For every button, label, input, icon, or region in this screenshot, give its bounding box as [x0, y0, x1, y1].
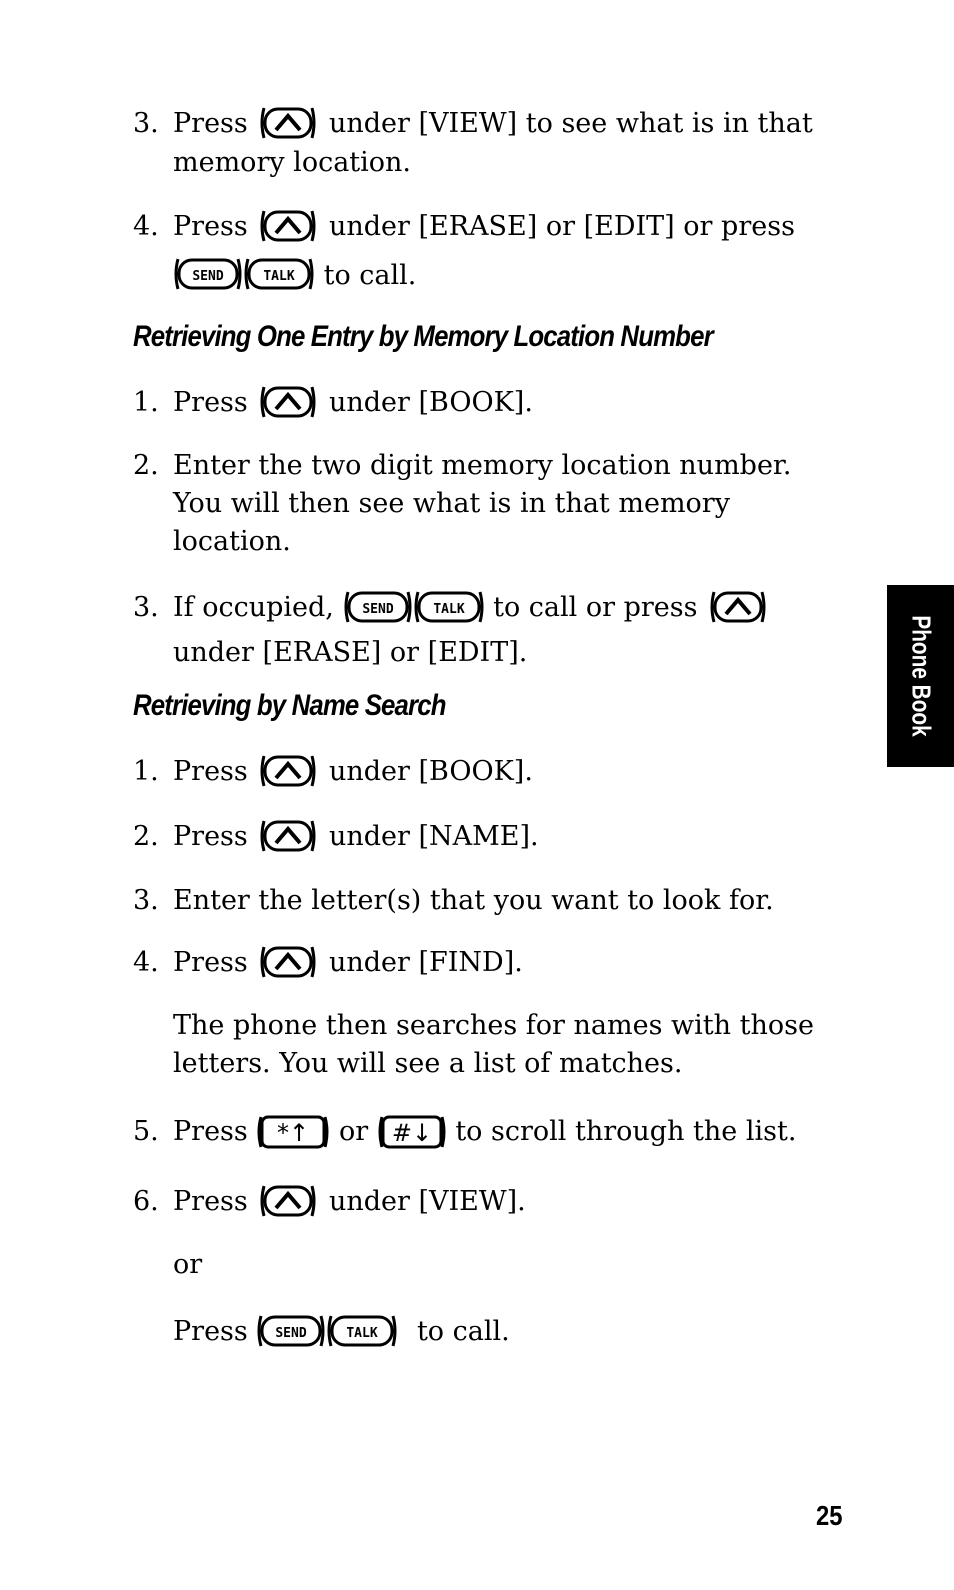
- step-text: [173, 589, 833, 672]
- step-text-post: under [VIEW] to see what is in that memory location.: [173, 108, 813, 178]
- softkey-up-icon: [256, 1182, 320, 1220]
- softkey-up-icon: [256, 943, 320, 981]
- step-text-mid: or: [338, 1116, 369, 1147]
- step-number: 2.: [133, 450, 159, 481]
- step-text-pre: Press: [173, 387, 248, 418]
- section-heading: Retrieving by Name Search: [133, 689, 446, 722]
- step-number: 3.: [133, 108, 159, 139]
- send-key-icon: [343, 588, 413, 626]
- softkey-up-icon: [256, 817, 320, 855]
- step-text: [173, 105, 833, 182]
- svg-text:SEND: SEND: [192, 269, 224, 284]
- step-text-post2: to call.: [323, 259, 417, 291]
- step-number: 6.: [133, 1186, 159, 1217]
- star-up-key-icon: [256, 1112, 330, 1150]
- step-number: 5.: [133, 1116, 159, 1147]
- step-number: 1.: [133, 387, 159, 418]
- step-text-post: under [BOOK].: [328, 756, 533, 787]
- step-text-pre: Press: [173, 108, 248, 139]
- step-text: [173, 944, 833, 983]
- send-key-icon: [173, 255, 243, 293]
- step-text-pre: Press: [173, 947, 248, 978]
- section-heading: Retrieving One Entry by Memory Location Number: [133, 320, 713, 353]
- svg-text:*↑: *↑: [277, 1118, 310, 1147]
- svg-text:#↓: #↓: [391, 1118, 432, 1147]
- step-text-post: under [ERASE] or [EDIT] or press: [328, 211, 795, 242]
- svg-text:TALK: TALK: [263, 269, 295, 284]
- step-text-pre: Press: [173, 1316, 248, 1347]
- step-text-pre: Press: [173, 1116, 248, 1147]
- step-text: [173, 384, 833, 423]
- send-key-icon: [256, 1312, 326, 1350]
- step-text-post: under [NAME].: [328, 821, 539, 852]
- step-text-pre: Press: [173, 1186, 248, 1217]
- step-number: 3.: [133, 885, 159, 916]
- step-number: 4.: [133, 211, 159, 242]
- step-text: [173, 1183, 833, 1222]
- svg-text:TALK: TALK: [432, 601, 465, 617]
- side-tab-label: Phone Book: [906, 615, 936, 737]
- talk-key-icon: [243, 255, 315, 293]
- pound-down-key-icon: [377, 1112, 447, 1150]
- step-text-pre: If occupied,: [173, 592, 334, 623]
- step-text: [173, 753, 833, 792]
- step-number: 2.: [133, 821, 159, 852]
- step-text-post: to scroll through the list.: [455, 1116, 797, 1147]
- or-text: or: [173, 1249, 203, 1280]
- step-text: [173, 208, 833, 295]
- softkey-up-icon: [256, 104, 320, 142]
- talk-key-icon: [326, 1312, 398, 1350]
- softkey-up-icon: [706, 588, 770, 626]
- talk-key-icon: [413, 588, 485, 626]
- svg-text:SEND: SEND: [275, 1325, 308, 1341]
- page-number: 25: [816, 1500, 843, 1531]
- svg-text:TALK: TALK: [346, 1325, 379, 1341]
- side-tab: [887, 585, 954, 767]
- step-number: 4.: [133, 947, 159, 978]
- softkey-up-icon: [256, 383, 320, 421]
- svg-text:SEND: SEND: [361, 601, 394, 617]
- step-text-post: under [FIND].: [328, 947, 523, 978]
- press-to-call: [173, 1313, 833, 1352]
- step-text-pre: Press: [173, 211, 248, 242]
- step-text: Enter the two digit memory location number. You will then see what is in that memory location.: [173, 450, 792, 557]
- step-text-post: to call.: [416, 1316, 510, 1347]
- step-text: [173, 1113, 833, 1152]
- step-text-mid: to call or press: [493, 592, 698, 623]
- step-text-post: under [BOOK].: [328, 387, 533, 418]
- step-number: 1.: [133, 756, 159, 787]
- step-text-post: under [VIEW].: [328, 1186, 526, 1217]
- softkey-up-icon: [256, 752, 320, 790]
- step-number: 3.: [133, 592, 159, 623]
- softkey-up-icon: [256, 207, 320, 245]
- note-paragraph: The phone then searches for names with those letters. You will see a list of matches.: [173, 1010, 814, 1079]
- step-text: [173, 818, 833, 857]
- step-text-pre: Press: [173, 821, 248, 852]
- step-text: Enter the letter(s) that you want to look for.: [173, 885, 774, 916]
- step-text-post: under [ERASE] or [EDIT].: [173, 636, 528, 668]
- step-text-pre: Press: [173, 756, 248, 787]
